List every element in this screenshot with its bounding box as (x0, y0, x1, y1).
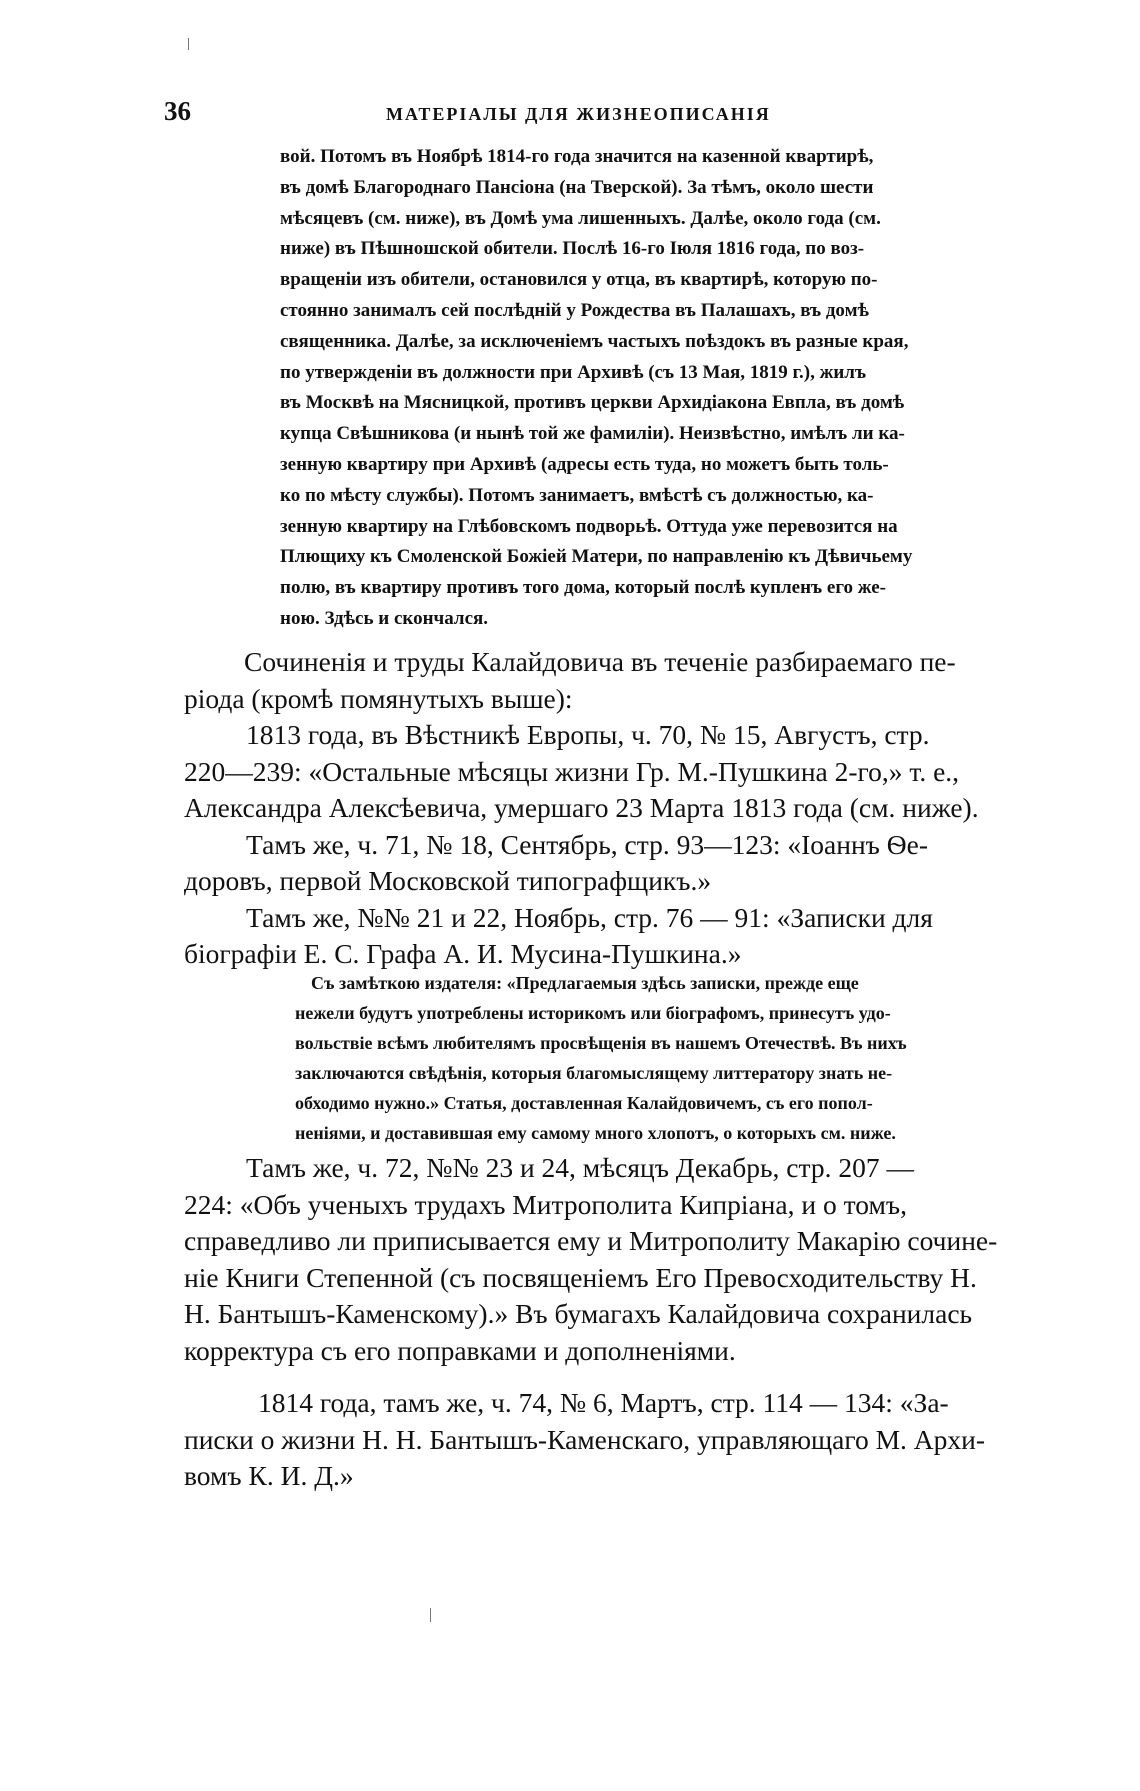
text-line: Тамъ же, №№ 21 и 22, Ноябрь, стр. 76 — 91: «Записки для (246, 901, 933, 933)
text-line: писки о жизни Н. Н. Бантышъ-Каменскаго, управляющаго М. Архи- (184, 1423, 986, 1455)
editor-note (295, 968, 1065, 1148)
text-line: Съ замѣткою издателя: «Предлагаемыя здѣсь записки, прежде еще (311, 973, 859, 993)
text-line: въ Москвѣ на Мясницкой, противъ церкви Архидіакона Евпла, въ домѣ (280, 392, 905, 414)
text-line: стоянно занималъ сей послѣдній у Рождества въ Палашахъ, въ домѣ (280, 299, 869, 321)
scan-mark-mid (430, 1608, 431, 1622)
text-line: ко по мѣсту службы). Потомъ занимаетъ, вмѣстѣ съ должностью, ка- (280, 484, 874, 506)
text-line: священника. Далѣе, за исключеніемъ частыхъ поѣздокъ въ разные края, (280, 330, 909, 352)
text-line: Сочиненія и труды Калайдовича въ теченіе разбираемаго пе- (244, 646, 956, 677)
text-line: Александра Алексѣевича, умершаго 23 Марта 1813 года (см. ниже). (184, 792, 979, 823)
text-line: Тамъ же, ч. 71, № 18, Сентябрь, стр. 93—123: «Іоаннъ Ѳе- (246, 828, 928, 860)
text-line: ною. Здѣсь и скончался. (280, 607, 489, 629)
text-line: мѣсяцевъ (см. ниже), въ Домѣ ума лишенныхъ. Далѣе, около года (см. (280, 207, 881, 229)
text-line: 1814 года, тамъ же, ч. 74, № 6, Мартъ, стр. 114 — 134: «За- (258, 1387, 949, 1418)
text-line: 1813 года, въ Вѣстникѣ Европы, ч. 70, № 15, Августъ, стр. (246, 719, 930, 750)
text-line: Тамъ же, ч. 72, №№ 23 и 24, мѣсяцъ Декабрь, стр. 207 — (246, 1152, 914, 1183)
text-line: обходимо нужно.» Статья, доставленная Калайдовичемъ, съ его попол- (295, 1093, 873, 1113)
text-line: заключаются свѣдѣнія, которыя благомыслящему литтератору знать не- (295, 1063, 893, 1083)
text-line: Плющиху къ Смоленской Божіей Матери, по направленію къ Дѣвичьему (280, 546, 913, 568)
text-line: ріода (кромѣ помянутыхъ выше): (184, 682, 573, 714)
page-header (164, 96, 1064, 136)
paragraph-residences (280, 142, 1060, 635)
text-line: ниже) въ Пѣшношской обители. Послѣ 16-го Іюля 1816 года, по воз- (280, 238, 865, 260)
text-line: въ домѣ Благороднаго Пансіона (на Тверской). За тѣмъ, около шести (280, 176, 874, 198)
running-title: МАТЕРІАЛЫ ДЛЯ ЖИЗНЕОПИСАНІЯ (386, 104, 771, 124)
paragraph-kiprian (184, 1150, 1064, 1369)
text-line: вольствіе всѣмъ любителямъ просвѣщенія въ нашемъ Отечествѣ. Въ нихъ (295, 1033, 907, 1053)
text-line: 220—239: «Остальные мѣсяцы жизни Гр. М.-Пушкина 2-го,» т. е., (184, 755, 960, 787)
text-line: біографіи Е. С. Графа А. И. Мусина-Пушкина.» (184, 938, 742, 969)
text-line: вой. Потомъ въ Ноябрѣ 1814-го года значится на казенной квартирѣ, (280, 146, 874, 167)
text-line: вомъ К. И. Д.» (184, 1460, 354, 1491)
text-line: ніе Книги Степенной (съ посвященіемъ Его Превосходительству Н. (184, 1261, 977, 1293)
text-line: справедливо ли приписывается ему и Митрополиту Макарію сочине- (184, 1225, 998, 1256)
page-number: 36 (164, 96, 191, 126)
text-line: купца Свѣшникова (и нынѣ той же фамиліи). Неизвѣстно, имѣлъ ли ка- (280, 423, 905, 445)
text-line: вращеніи изъ обители, остановился у отца, въ квартирѣ, которую по- (280, 269, 878, 291)
paragraph-1814 (184, 1385, 1064, 1495)
text-line: по утвержденіи въ должности при Архивѣ (съ 13 Мая, 1819 г.), жилъ (280, 361, 867, 383)
text-line: неніями, и доставившая ему самому много хлопотъ, о которыхъ см. ниже. (295, 1123, 896, 1143)
scan-mark-top (188, 38, 189, 50)
paragraph-works-list (184, 644, 1064, 973)
text-line: корректура съ его поправками и дополненіями. (184, 1334, 736, 1366)
text-line: зенную квартиру при Архивѣ (адресы есть туда, но можетъ быть толь- (280, 453, 889, 475)
text-line: полю, въ квартиру противъ того дома, который послѣ купленъ его же- (280, 577, 887, 599)
text-line: 224: «Объ ученыхъ трудахъ Митрополита Кипріана, и о томъ, (184, 1188, 907, 1220)
text-line: нежели будутъ употреблены историкомъ или біографомъ, принесутъ удо- (295, 1003, 891, 1023)
text-line: доровъ, первой Московской типографщикъ.» (184, 865, 712, 896)
text-line: Н. Бантышъ-Каменскому).» Въ бумагахъ Калайдовича сохранилась (184, 1298, 973, 1329)
text-line: зенную квартиру на Глѣбовскомъ подворьѣ. Оттуда уже перевозится на (280, 515, 898, 537)
